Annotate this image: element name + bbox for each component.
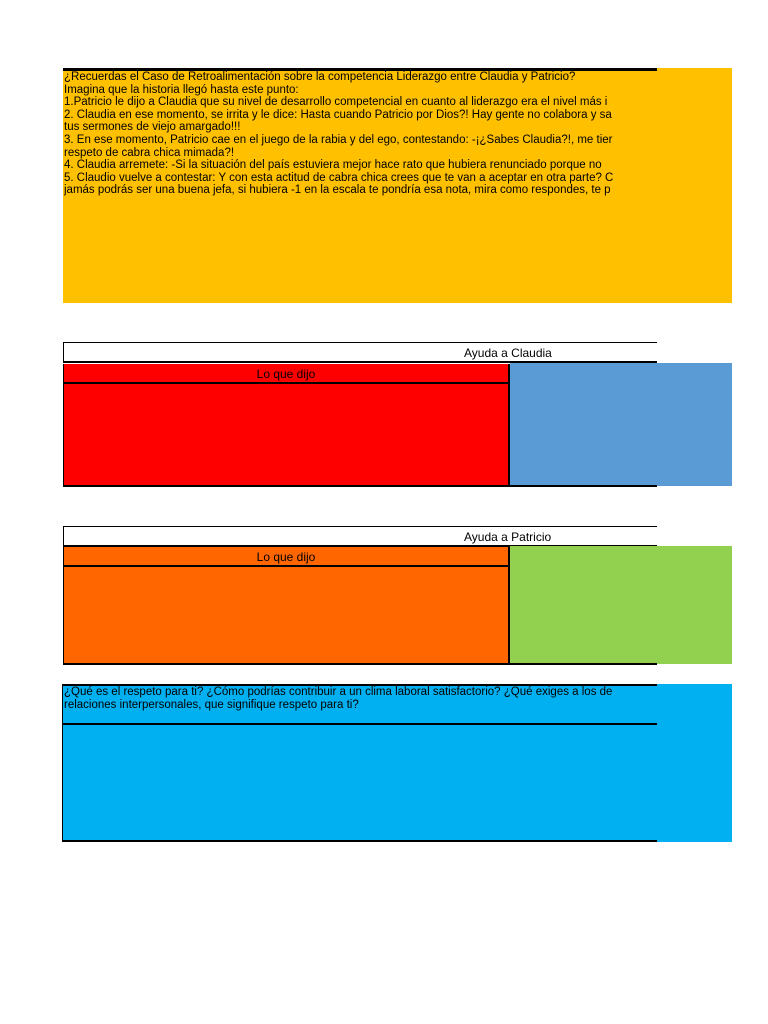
patricio-help-cell[interactable] <box>510 546 732 664</box>
intro-line: Imagina que la historia llegó hasta este punto: <box>64 83 299 96</box>
patricio-said-header-label: Lo que dijo <box>256 550 316 564</box>
intro-line: 3. En ese momento, Patricio cae en el juego de la rabia y del ego, contestando: -¡¿Sabes Claudia?!, me tier <box>64 133 613 146</box>
claudia-help-cell[interactable] <box>510 363 732 486</box>
question-bottom-border <box>63 840 657 842</box>
intro-line: 5. Claudio vuelve a contestar: Y con esta actitud de cabra chica crees que te van a aceptar en otra parte? C <box>64 171 614 184</box>
claudia-title-text: Ayuda a Claudia <box>464 346 552 360</box>
question-answer-cell[interactable] <box>63 725 657 840</box>
claudia-section-title <box>63 342 657 363</box>
intro-line: tus sermones de viejo amargado!!! <box>64 121 241 134</box>
claudia-said-header <box>63 364 510 384</box>
patricio-said-cell[interactable] <box>63 567 510 665</box>
intro-line: respeto de cabra chica mimada?! <box>64 146 235 159</box>
intro-line: jamás podrás ser una buena jefa, si hubiera -1 en la escala te pondría esa nota, mira como respondes, te p <box>64 184 611 197</box>
patricio-said-header <box>63 547 510 567</box>
claudia-said-header-label: Lo que dijo <box>256 367 316 381</box>
patricio-title-text: Ayuda a Patricio <box>464 530 552 544</box>
intro-text <box>64 71 672 197</box>
claudia-bottom-border <box>510 485 657 487</box>
intro-line: 4. Claudia arremete: -Si la situación del país estuviera mejor hace rato que hubiera renunciado porque no <box>64 159 602 172</box>
patricio-bottom-border <box>510 663 657 665</box>
intro-line: 1.Patricio le dijo a Claudia que su nivel de desarrollo competencial en cuanto al liderazgo era el nivel más i <box>64 96 608 109</box>
question-line: ¿Qué es el respeto para ti? ¿Cómo podrías contribuir a un clima laboral satisfactorio? ¿Qué exiges a los de <box>64 686 613 698</box>
intro-line: ¿Recuerdas el Caso de Retroalimentación sobre la competencia Liderazgo entre Claudia y Patricio? <box>64 71 576 83</box>
patricio-section-title <box>63 526 657 547</box>
question-text <box>64 686 672 711</box>
claudia-header-overflow <box>656 364 660 384</box>
question-line: relaciones interpersonales, que signifique respeto para ti? <box>64 698 359 711</box>
claudia-said-cell[interactable] <box>63 384 510 487</box>
intro-line: 2. Claudia en ese momento, se irrita y le dice: Hasta cuando Patricio por Dios?! Hay gente no colabora y sa <box>64 108 612 121</box>
